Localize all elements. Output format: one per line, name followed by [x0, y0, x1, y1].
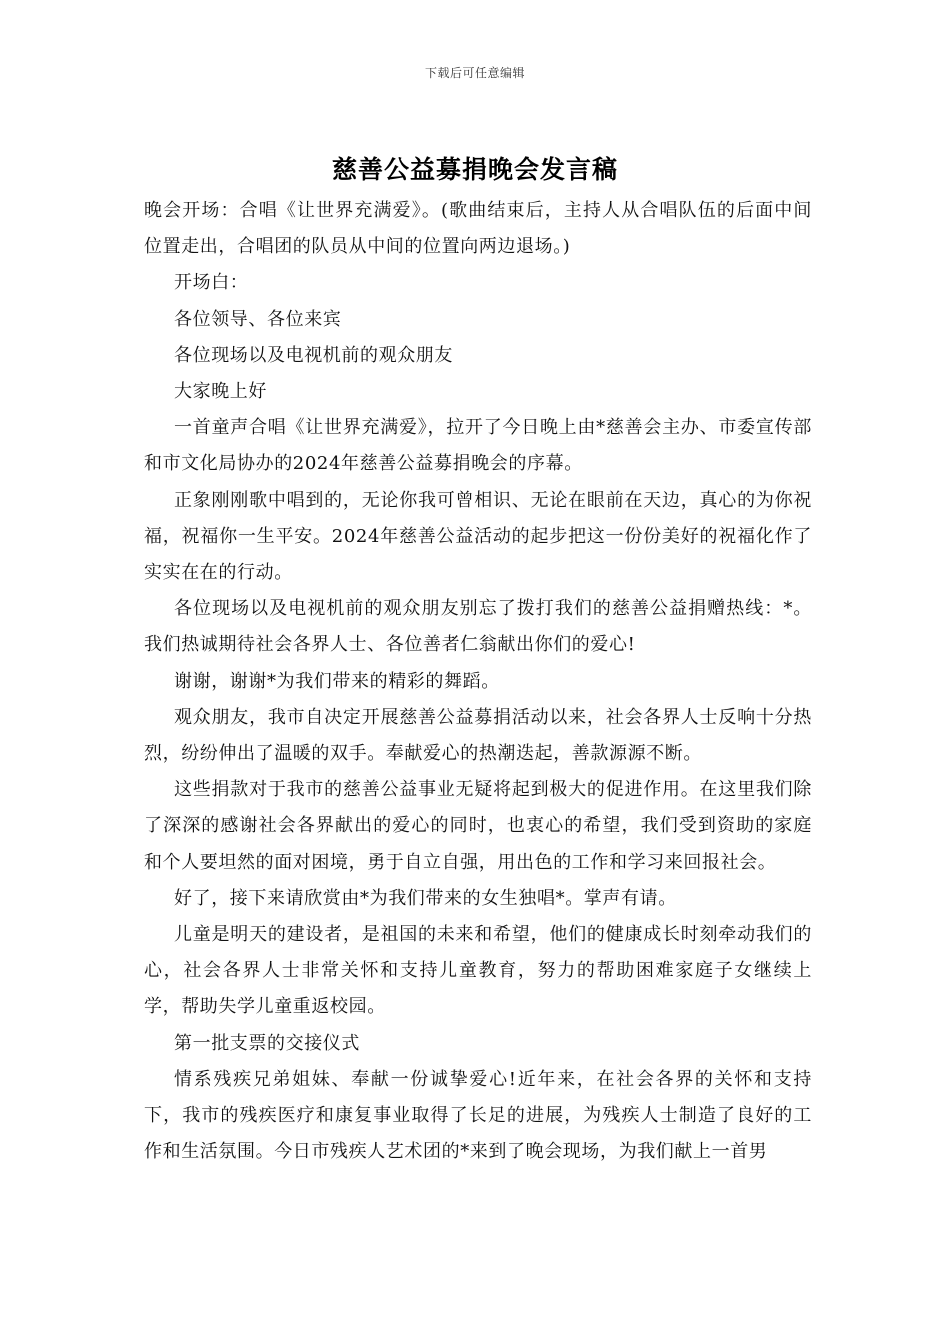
document-title: 慈善公益募捐晚会发言稿	[331, 155, 618, 184]
paragraph: 这些捐款对于我市的慈善公益事业无疑将起到极大的促进作用。在这里我们除了深深的感谢社会各界献出的爱心的同时，也衷心的希望，我们受到资助的家庭和个人要坦然的面对困境，勇于自立自强，用出色的工作和学习来回报社会。	[144, 779, 812, 873]
paragraph: 儿童是明天的建设者，是祖国的未来和希望，他们的健康成长时刻牵动我们的心，社会各界人士非常关怀和支持儿童教育，努力的帮助困难家庭子女继续上学，帮助失学儿童重返校园。	[144, 924, 812, 1018]
paragraph: 各位现场以及电视机前的观众朋友别忘了拨打我们的慈善公益捐赠热线：*。我们热诚期待社会各界人士、各位善者仁翁献出你们的爱心!	[144, 598, 812, 656]
paragraph: 情系残疾兄弟姐妹、奉献一份诚挚爱心!近年来，在社会各界的关怀和支持下，我市的残疾医疗和康复事业取得了长足的进展，为残疾人士制造了良好的工作和生活氛围。今日市残疾人艺术团的*来到了晚会现场，为我们献上一首男	[144, 1068, 812, 1163]
paragraph: 观众朋友，我市自决定开展慈善公益募捐活动以来，社会各界人士反响十分热烈，纷纷伸出了温暖的双手。奉献爱心的热潮迭起，善款源源不断。	[144, 706, 812, 765]
paragraph: 正象刚刚歌中唱到的，无论你我可曾相识、无论在眼前在天边，真心的为你祝福，祝福你一生平安。2024年慈善公益活动的起步把这一份份美好的祝福化作了实实在在的行动。	[144, 489, 812, 584]
paragraph: 一首童声合唱《让世界充满爱》，拉开了今日晚上由*慈善会主办、市委宣传部和市文化局协办的2024年慈善公益募捐晚会的序幕。	[144, 417, 812, 475]
paragraph: 好了，接下来请欣赏由*为我们带来的女生独唱*。掌声有请。	[174, 887, 677, 909]
header-note: 下载后可任意编辑	[424, 66, 525, 80]
paragraph: 各位现场以及电视机前的观众朋友	[174, 344, 453, 366]
paragraph-opening: 晚会开场：合唱《让世界充满爱》。(歌曲结束后，主持人从合唱队伍的后面中间位置走出，合唱团的队员从中间的位置向两边退场。)	[144, 200, 812, 258]
paragraph: 开场白：	[174, 272, 249, 294]
document-body	[144, 193, 812, 1170]
paragraph: 大家晚上好	[174, 381, 267, 403]
paragraph: 第一批支票的交接仪式	[174, 1032, 360, 1054]
paragraph: 谢谢，谢谢*为我们带来的精彩的舞蹈。	[174, 670, 500, 692]
paragraph: 各位领导、各位来宾	[174, 308, 342, 330]
